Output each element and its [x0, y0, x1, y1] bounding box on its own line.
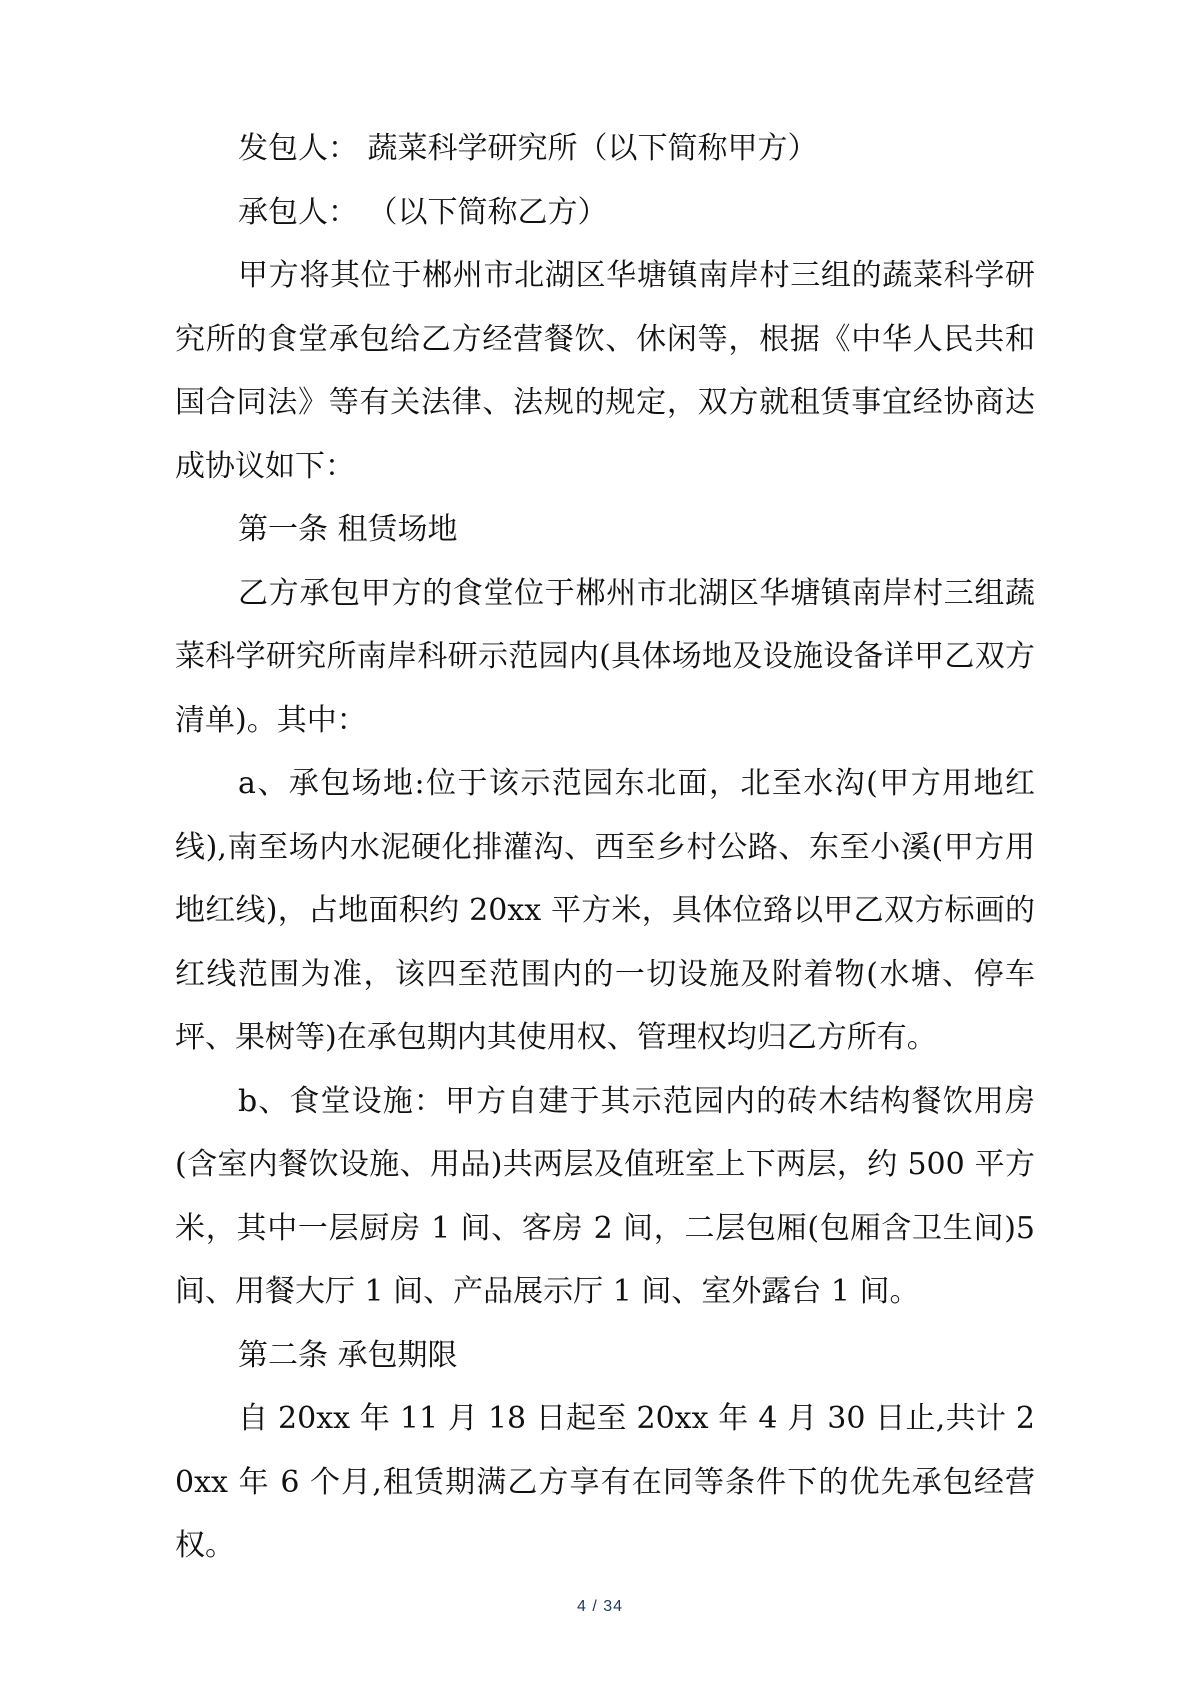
paragraph-article-1-body: 乙方承包甲方的食堂位于郴州市北湖区华塘镇南岸村三组蔬菜科学研究所南岸科研示范园内(具体场地及设施设备详甲乙双方清单)。其中： [175, 575, 1035, 738]
heading-article-2: 第二条 承包期限 [238, 1337, 458, 1373]
document-body [175, 117, 1035, 1578]
paragraph-article-2-body: 自 20xx 年 11 月 18 日起至 20xx 年 4 月 30 日止,共计 20xx 年 6 个月,租赁期满乙方享有在同等条件下的优先承包经营权。 [175, 1401, 1035, 1563]
heading-article-1: 第一条 租赁场地 [238, 512, 458, 547]
paragraph-clause-b: b、食堂设施：甲方自建于其示范园内的砖木结构餐饮用房(含室内餐饮设施、用品)共两层及值班室上下两层，约 500 平方米，其中一层厨房 1 间、客房 2 间，二层包厢(包厢含卫生间)5 间、用餐大厅 1 间、产品展示厅 1 间、室外露台 1 间。 [175, 1083, 1035, 1309]
paragraph-contractee: 承包人： （以下简称乙方） [238, 194, 608, 230]
paragraph-preamble: 甲方将其位于郴州市北湖区华塘镇南岸村三组的蔬菜科学研究所的食堂承包给乙方经营餐饮、休闲等，根据《中华人民共和国合同法》等有关法律、法规的规定，双方就租赁事宜经协商达成协议如下： [175, 258, 1035, 484]
paragraph-contractor: 发包人： 蔬菜科学研究所（以下简称甲方） [238, 131, 818, 166]
paragraph-clause-a: a、承包场地:位于该示范园东北面，北至水沟(甲方用地红线),南至场内水泥硬化排灌沟、西至乡村公路、东至小溪(甲方用地红线)，占地面积约 20xx 平方米，具体位臵以甲乙双方标画的红线范围为准，该四至范围内的一切设施及附着物(水塘、停车坪、果树等)在承包期内其使用权、管理权均归乙方所有。 [175, 766, 1035, 1055]
page-number: 4 / 34 [576, 1598, 624, 1615]
